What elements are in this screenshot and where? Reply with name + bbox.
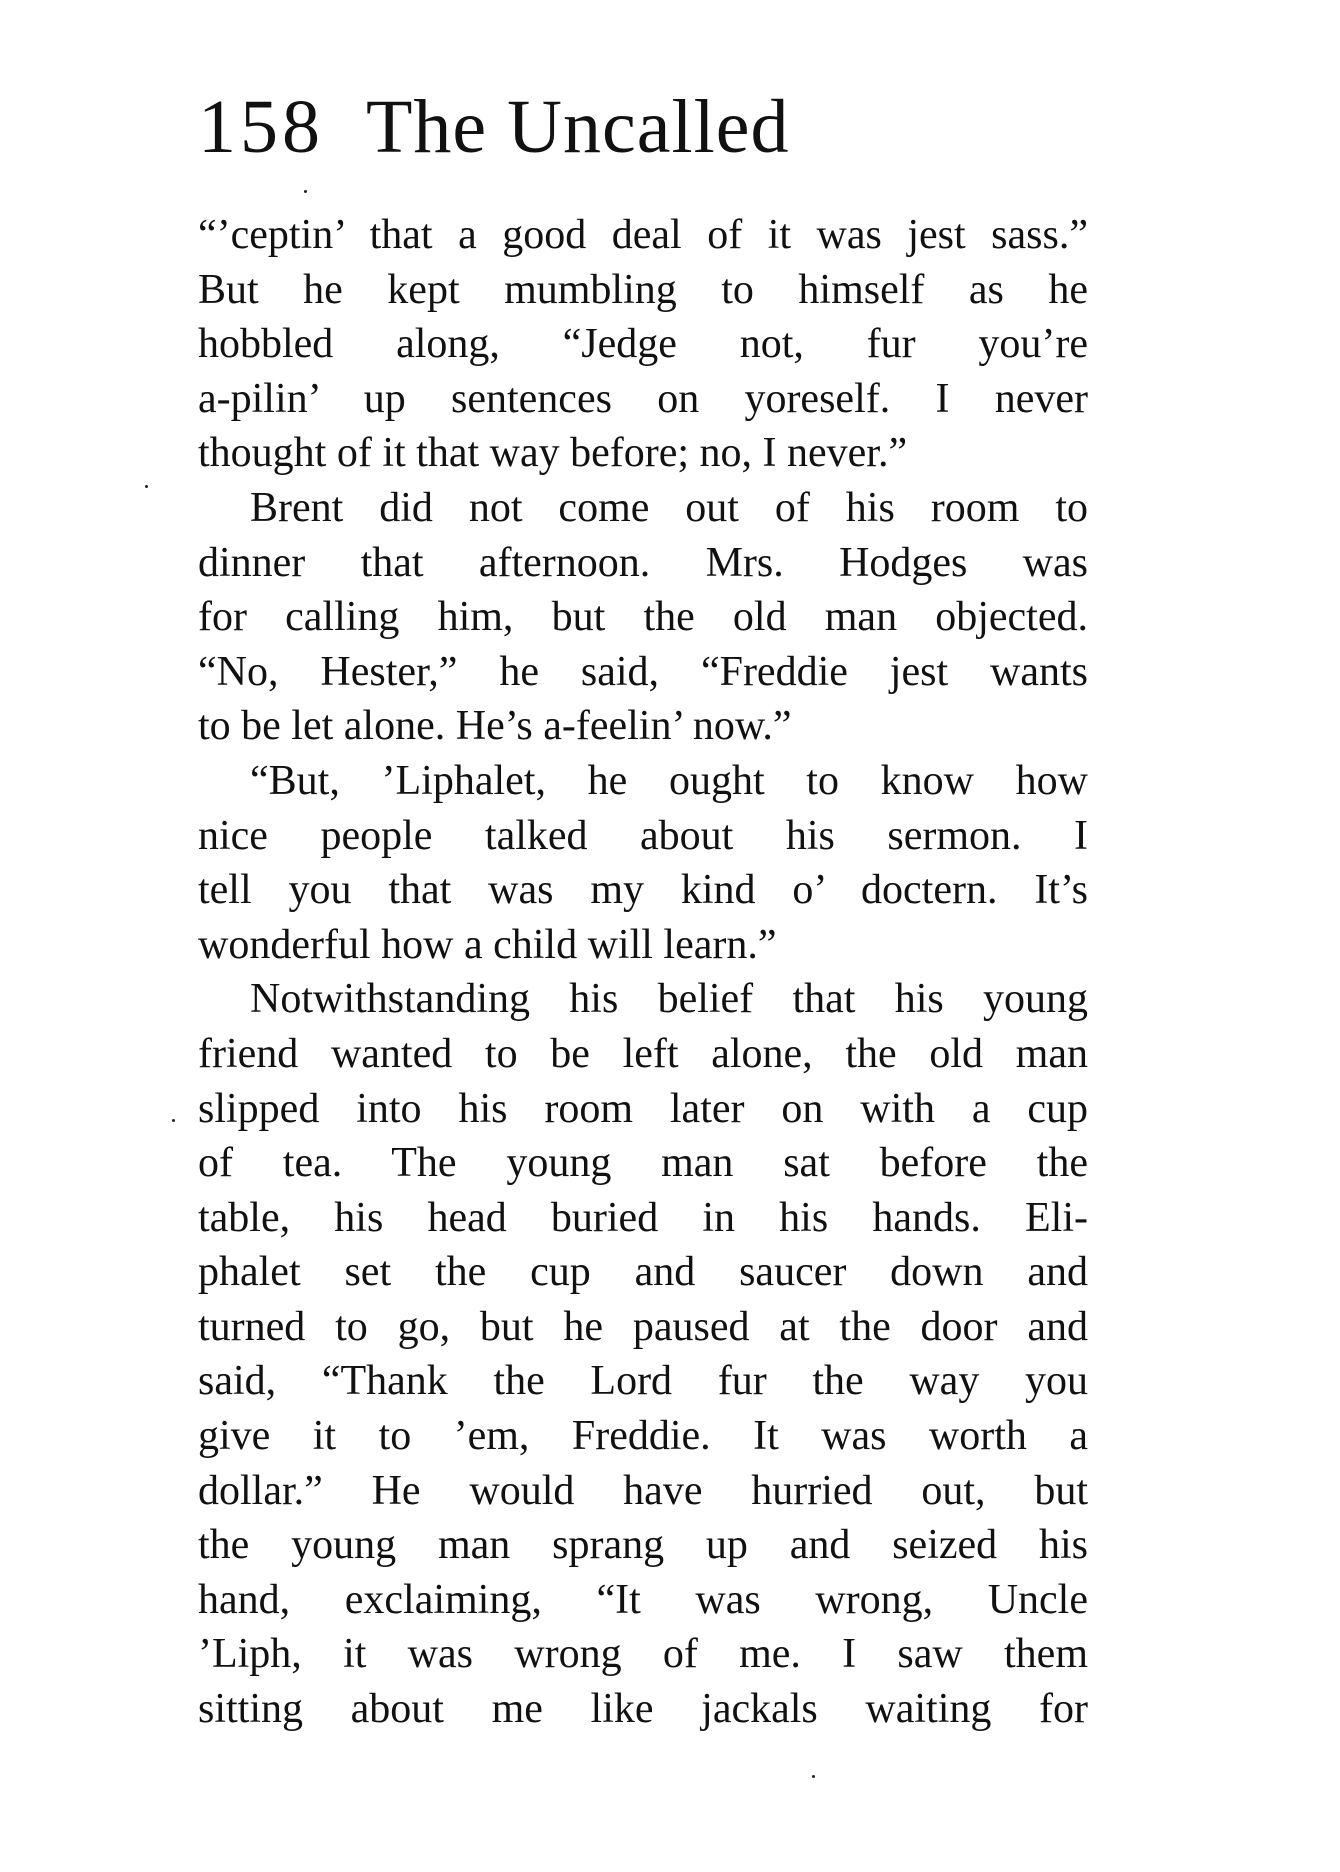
text-line: the young man sprang up and seized his xyxy=(198,1522,1088,1569)
text-line: “No, Hester,” he said, “Freddie jest wants xyxy=(198,648,1088,695)
page-number: 158 xyxy=(198,85,324,169)
body-text xyxy=(198,208,1088,1737)
ink-speck xyxy=(145,485,148,488)
running-head xyxy=(198,84,1098,174)
text-line: hand, exclaiming, “It was wrong, Uncle xyxy=(198,1576,1088,1623)
book-title: The Uncalled xyxy=(366,85,790,169)
ink-speck xyxy=(172,1119,175,1122)
text-line: give it to ’em, Freddie. It was worth a xyxy=(198,1413,1088,1460)
text-line: of tea. The young man sat before the xyxy=(198,1140,1088,1187)
text-line: hobbled along, “Jedge not, fur you’re xyxy=(198,321,1088,368)
text-line: “But, ’Liphalet, he ought to know how xyxy=(250,757,1088,804)
text-line: dinner that afternoon. Mrs. Hodges was xyxy=(198,539,1088,586)
text-line: ’Liph, it was wrong of me. I saw them xyxy=(198,1631,1088,1678)
text-line: But he kept mumbling to himself as he xyxy=(198,266,1088,313)
text-line: phalet set the cup and saucer down and xyxy=(198,1249,1088,1296)
text-line: Notwithstanding his belief that his young xyxy=(250,976,1088,1023)
text-line: a-pilin’ up sentences on yoreself. I never xyxy=(198,375,1088,422)
text-line: to be let alone. He’s a-feelin’ now.” xyxy=(198,703,792,750)
text-line: Brent did not come out of his room to xyxy=(250,484,1088,531)
text-line: “’ceptin’ that a good deal of it was jest sass.” xyxy=(198,212,1088,258)
text-line: for calling him, but the old man objected. xyxy=(198,594,1088,641)
text-line: said, “Thank the Lord fur the way you xyxy=(198,1358,1088,1405)
text-line: nice people talked about his sermon. I xyxy=(198,812,1088,859)
text-line: tell you that was my kind o’ doctern. It’s xyxy=(198,867,1088,914)
text-line: wonderful how a child will learn.” xyxy=(198,921,777,968)
text-line: friend wanted to be left alone, the old man xyxy=(198,1030,1088,1077)
text-line: turned to go, but he paused at the door and xyxy=(198,1303,1088,1350)
text-line: slipped into his room later on with a cup xyxy=(198,1085,1088,1132)
text-line: table, his head buried in his hands. Eli- xyxy=(198,1194,1088,1241)
text-line: sitting about me like jackals waiting for xyxy=(198,1686,1088,1733)
ink-speck xyxy=(812,1775,815,1778)
text-line: dollar.” He would have hurried out, but xyxy=(198,1467,1088,1514)
text-line: thought of it that way before; no, I never.” xyxy=(198,430,908,477)
ink-speck xyxy=(304,190,307,193)
